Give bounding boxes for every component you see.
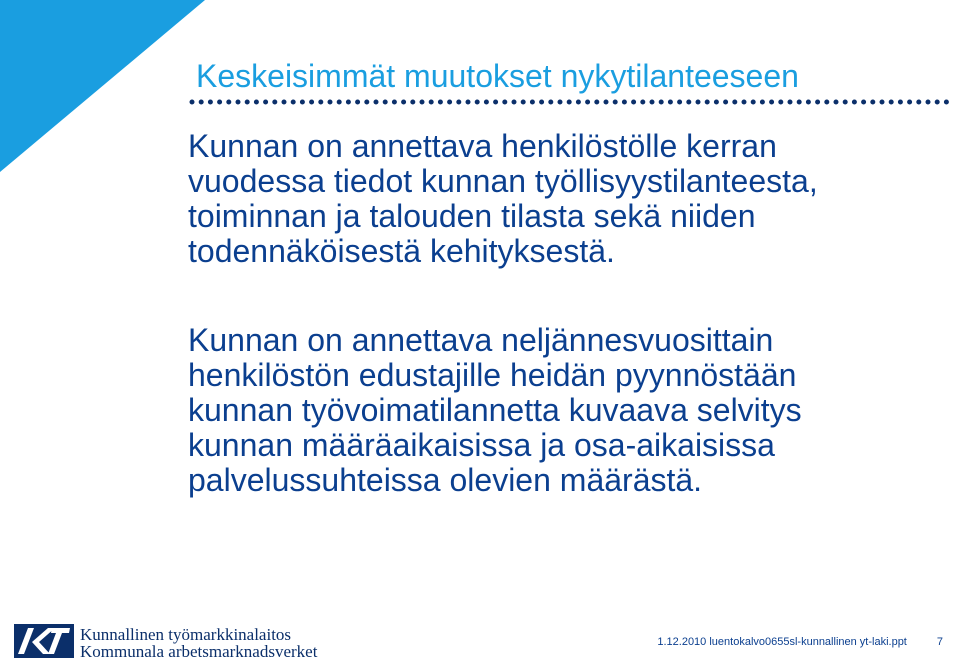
footer-info bbox=[657, 636, 943, 648]
paragraph-2 bbox=[188, 323, 802, 498]
kt-logo-icon bbox=[14, 624, 74, 658]
paragraph-line: todennäköisestä kehityksestä. bbox=[188, 233, 615, 269]
page-number: 7 bbox=[936, 636, 943, 648]
paragraph-line: kunnan määräaikaisissa ja osa-aikaisissa bbox=[188, 427, 775, 463]
organization-name bbox=[80, 626, 317, 660]
paragraph-line: Kunnan on annettava neljännesvuosittain bbox=[188, 322, 774, 358]
org-name-swedish: Kommunala arbetsmarknadsverket bbox=[80, 642, 318, 661]
slide-title: Keskeisimmät muutokset nykytilanteeseen bbox=[196, 58, 799, 94]
paragraph-1 bbox=[188, 129, 818, 269]
paragraph-line: Kunnan on annettava henkilöstölle kerran bbox=[188, 128, 777, 164]
org-name-finnish: Kunnallinen työmarkkinalaitos bbox=[80, 625, 292, 644]
paragraph-line: kunnan työvoimatilannetta kuvaava selvitys bbox=[188, 392, 802, 428]
paragraph-line: toiminnan ja talouden tilasta sekä niiden bbox=[188, 198, 756, 234]
footer-date-file: 1.12.2010 luentokalvo0655sl-kunnallinen yt-laki.ppt bbox=[657, 636, 907, 648]
corner-triangle-decoration bbox=[0, 0, 210, 175]
paragraph-line: vuodessa tiedot kunnan työllisyystilanteesta, bbox=[188, 163, 818, 199]
paragraph-line: palvelussuhteissa olevien määrästä. bbox=[188, 462, 703, 498]
paragraph-line: henkilöstön edustajille heidän pyynnöstään bbox=[188, 357, 797, 393]
dotted-divider bbox=[188, 95, 954, 109]
